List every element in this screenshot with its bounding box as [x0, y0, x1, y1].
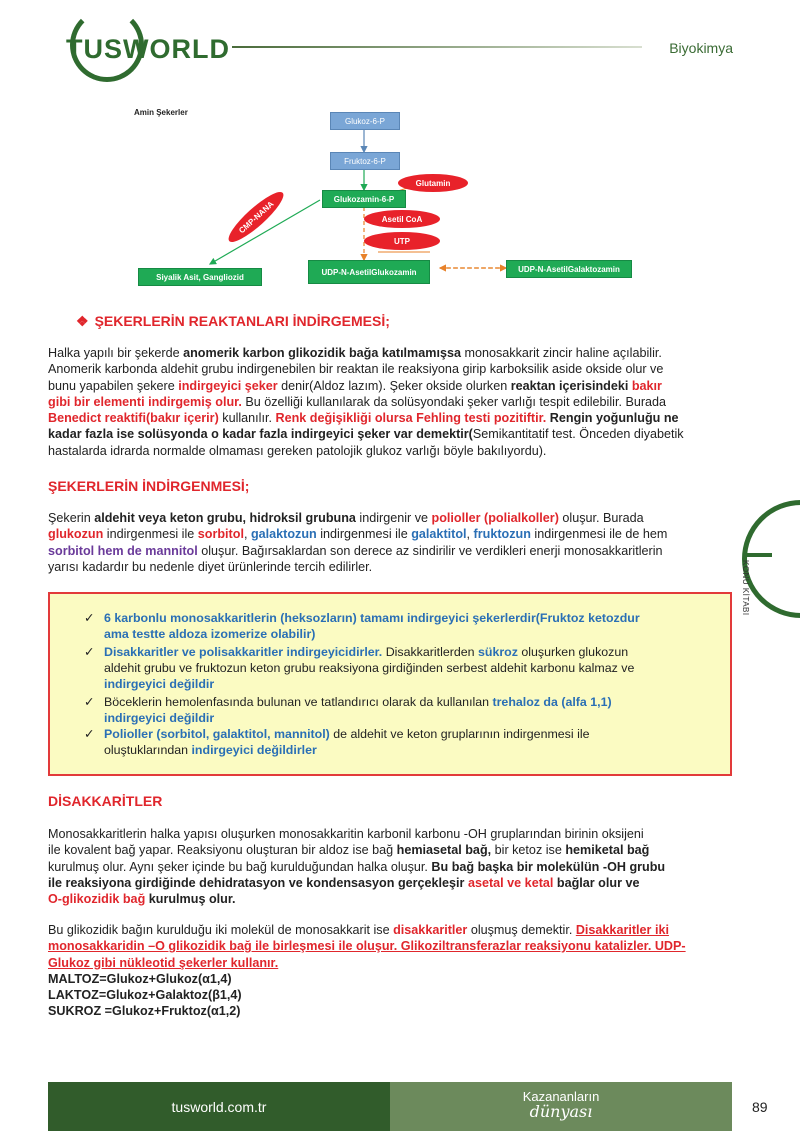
section-1-heading: ❖ ŞEKERLERİN REAKTANLARI İNDİRGEMESİ;	[76, 313, 390, 329]
node-glutamin: Glutamin	[398, 174, 468, 192]
callout-item-4: ✓ Polioller (sorbitol, galaktitol, mannitol) de aldehit ve keton gruplarının indirgenmesi ile oluştuklarından indirgeyici değildirler	[84, 727, 590, 757]
section-1-text: Halka yapılı bir şekerde anomerik karbon glikozidik bağa katılmamışsa monosakkarit zincir haline açılabilir. Anomerik karbonda aldehit grubu indirgenebilen bir reaktan ile reaksiyona girip karboksilik aside okside olur ve bunu yapabilen şekere indirgeyici şeker denir(Aldoz lazım). Şeker okside olurken reaktan içerisindeki bakır gibi bir elementi indirgemiş olur. Bu özelliği kullanılarak da solüsyondaki şeker varlığı tespit edilebilir. Burada Benedict reaktifi(bakır içerir) kullanılır. Renk değişikliği olursa Fehling testi pozitiftir. Rengin yoğunluğu ne kadar fazla ise solüsyonda o kadar fazla indirgeyici şeker var demektir(Semikantitatif test. Önceden diyabetik hastalarda idrarda normalde olmaması gereken patolojik glukoz varlığı böyle bakılıyordu).	[48, 346, 684, 458]
node-fruktoz-6-p: Fruktoz-6-P	[330, 152, 400, 170]
node-glukozamin-6-p: Glukozamin-6-P	[322, 190, 406, 208]
callout-item-1: ✓ 6 karbonlu monosakkaritlerin (heksozların) tamamı indirgeyici şekerlerdir(Fruktoz ketozdur ama testte aldoza izomerize olabilir)	[84, 611, 640, 641]
page-number: 89	[752, 1099, 768, 1115]
side-tab-marker	[746, 553, 772, 557]
node-cmp-nana: CMP-NANA	[223, 186, 289, 248]
side-tab-ring	[742, 500, 800, 618]
node-utp: UTP	[364, 232, 440, 250]
node-glukoz-6-p: Glukoz-6-P	[330, 112, 400, 130]
node-udp-n-asetilglukozamin: UDP-N-AsetilGlukozamin	[308, 260, 430, 284]
check-icon: ✓	[84, 645, 95, 659]
callout-item-3: ✓ Böceklerin hemolenfasında bulunan ve tatlandırıcı olarak da kullanılan trehaloz da (alfa 1,1) indirgeyici değildir	[84, 695, 612, 725]
footer-slogan: Kazananların dünyası	[390, 1082, 732, 1131]
amin-sekerler-diagram	[120, 104, 680, 294]
header-divider	[232, 46, 642, 48]
section-3-text: Monosakkaritlerin halka yapısı oluşurken monosakkaritin karbonil karbonu -OH gruplarından birinin oksijeni ile kovalent bağ yapar. Reaksiyonu oluşturan bir aldoz ise bağ hemiasetal bağ, bir ketoz ise hemiketal bağ kurulmuş olur. Aynı şeker içinde bu bağ kurulduğundan halka oluşur. Bu bağ başka bir molekülün -OH grubu ile reaksiyona girdiğinde dehidratasyon ve kondensasyon gerçekleşir asetal ve ketal bağlar olur ve O-glikozidik bağ kurulmuş olur.	[48, 827, 666, 907]
footer-url[interactable]: tusworld.com.tr	[48, 1082, 390, 1131]
diagram-title: Amin Şekerler	[134, 108, 188, 117]
callout-item-2: ✓ Disakkaritler ve polisakkaritler indirgeyicidirler. Disakkaritlerden sükroz oluşurken glukozun aldehit grubu ve fruktozun keton grubu reaksiyona girdiğinden serbest aldehit karbonu kalmaz ve indirgeyici değildir	[84, 645, 635, 691]
check-icon: ✓	[84, 695, 95, 709]
check-icon: ✓	[84, 727, 95, 741]
section-3-disakkarit-text: Bu glikozidik bağın kurulduğu iki molekül de monosakkarit ise disakkaritler oluşmuş demektir. Disakkaritler iki monosakkaridin –O glikozidik bağ ile birleşmesi ile oluşur. Glikoziltransferazlar reaksiyonu katalizler. UDP- Glukoz gibi nükleotid şekerler kullanır. MALTOZ=Glukoz+Glukoz(α1,4) LAKTOZ=Glukoz+Galaktoz(β1,4) SUKROZ =Glukoz+Fruktoz(α1,2)	[48, 923, 686, 1019]
section-2-heading: ŞEKERLERİN İNDİRGENMESİ;	[48, 478, 250, 494]
node-siyalik-asit: Siyalik Asit, Gangliozid	[138, 268, 262, 286]
diamond-bullet-icon: ❖	[76, 313, 89, 329]
section-3-heading: DİSAKKARİTLER	[48, 793, 163, 809]
side-tab-label: KONU KİTABI	[741, 560, 751, 616]
logo-text: TUSWORLD	[66, 34, 230, 64]
section-2-text: Şekerin aldehit veya keton grubu, hidroksil grubuna indirgenir ve polioller (polialkoller) oluşur. Burada glukozun indirgenmesi ile sorbitol, galaktozun indirgenmesi ile galaktitol, fruktozun indirgenmesi ile de hem sorbitol hem de mannitol oluşur. Bağırsaklardan son derece az sindirilir ve verdikleri enerji monosakkaritlerin yarısı kadardır bu nedenle diyet ürünlerinde tercih edilirler.	[48, 511, 668, 574]
node-asetil-coa: Asetil CoA	[364, 210, 440, 228]
logo	[66, 8, 230, 88]
check-icon: ✓	[84, 611, 95, 625]
callout-box	[48, 592, 732, 776]
section-name: Biyokimya	[669, 40, 733, 56]
node-udp-n-asetilgalaktozamin: UDP-N-AsetilGalaktozamin	[506, 260, 632, 278]
